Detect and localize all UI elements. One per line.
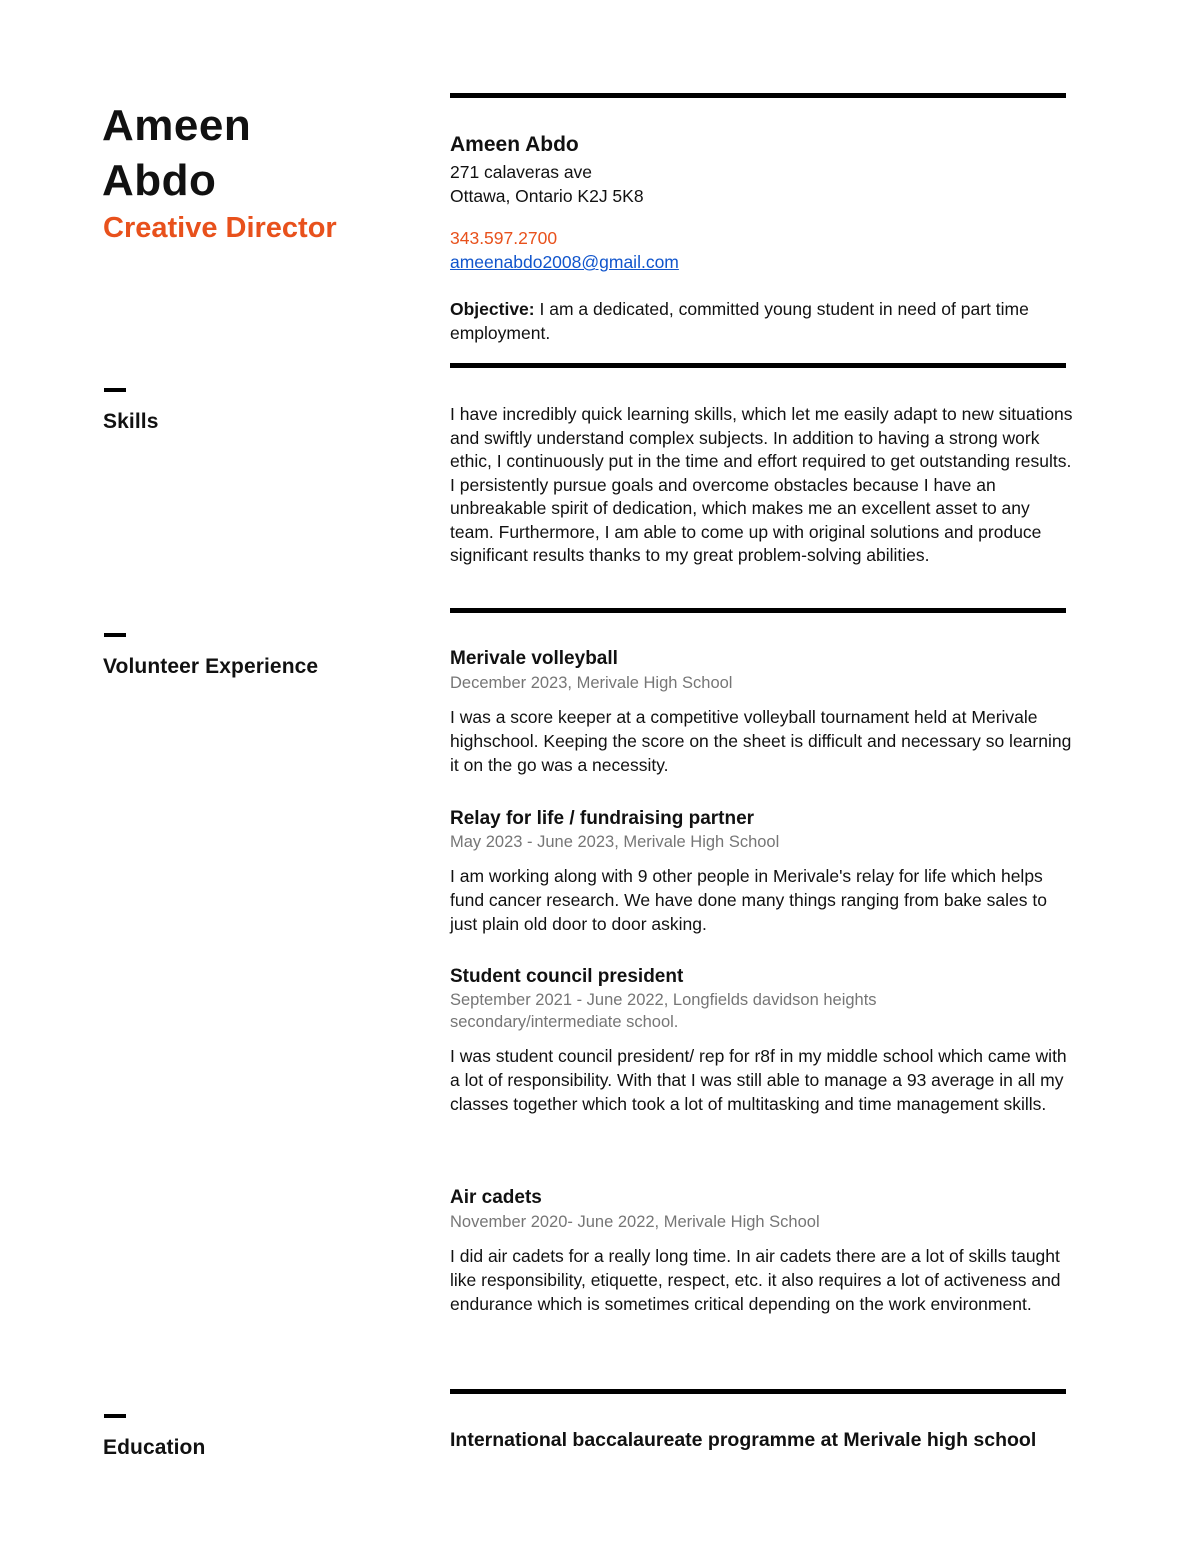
entry-title: Relay for life / fundraising partner [450, 808, 755, 829]
entry-title: Student council president [450, 966, 684, 987]
objective [450, 298, 1050, 345]
entry-meta: December 2023, Merivale High School [450, 674, 733, 692]
contact-name: Ameen Abdo [450, 133, 579, 156]
section-dash [104, 388, 126, 392]
divider-top [450, 93, 1066, 98]
entry-body: I am working along with 9 other people in Merivale's relay for life which helps fund cancer research. We have done many things ranging from bake sales to just plain old door to door asking. [450, 866, 1047, 934]
section-dash [104, 1414, 126, 1418]
entry-meta: November 2020- June 2022, Merivale High School [450, 1213, 820, 1231]
volunteer-heading: Volunteer Experience [103, 655, 319, 678]
divider-skills [450, 363, 1066, 368]
job-title: Creative Director [103, 212, 337, 244]
divider-volunteer [450, 608, 1066, 613]
skills-text: I have incredibly quick learning skills, which let me easily adapt to new situations and swiftly understand complex subjects. In addition to having a strong work ethic, I continuously put in the time and effort required to get outstanding results. I persistently pursue goals and overcome obstacles because I have an unbreakable spirit of dedication, which makes me an excellent asset to any team. Furthermore, I am able to come up with original solutions and produce significant results thanks to my great problem-solving abilities. [450, 404, 1073, 565]
email-link[interactable]: ameenabdo2008@gmail.com [450, 252, 679, 272]
entry-meta: September 2021 - June 2022, Longfields davidson heights secondary/intermediate school. [450, 991, 877, 1031]
objective-text: I am a dedicated, committed young student in need of part time employment. [450, 299, 1029, 343]
phone-number: 343.597.2700 [450, 228, 558, 248]
education-heading: Education [103, 1436, 206, 1459]
entry-body: I was a score keeper at a competitive volleyball tournament held at Merivale highschool. Keeping the score on the sheet is difficult and necessary so learning it on the go was a necessity. [450, 707, 1072, 775]
last-name: Abdo [102, 156, 217, 205]
section-dash [104, 633, 126, 637]
entry-title: Merivale volleyball [450, 648, 618, 669]
entry-meta: May 2023 - June 2023, Merivale High School [450, 833, 780, 851]
entry-title: Air cadets [450, 1187, 542, 1208]
address-line1: 271 calaveras ave [450, 162, 593, 182]
entry-body: I did air cadets for a really long time. In air cadets there are a lot of skills taught like responsibility, etiquette, respect, etc. it also requires a lot of activeness and endurance which is sometimes critical depending on the work environment. [450, 1246, 1061, 1314]
address-line2: Ottawa, Ontario K2J 5K8 [450, 186, 644, 206]
skills-heading: Skills [103, 410, 159, 433]
objective-label: Objective: [450, 299, 535, 319]
entry-body: I was student council president/ rep for r8f in my middle school which came with a lot of responsibility. With that I was still able to manage a 93 average in all my classes together which took a lot of multitasking and time management skills. [450, 1046, 1067, 1114]
education-text: International baccalaureate programme at Merivale high school [450, 1429, 1037, 1451]
divider-education [450, 1389, 1066, 1394]
first-name: Ameen [102, 101, 252, 150]
